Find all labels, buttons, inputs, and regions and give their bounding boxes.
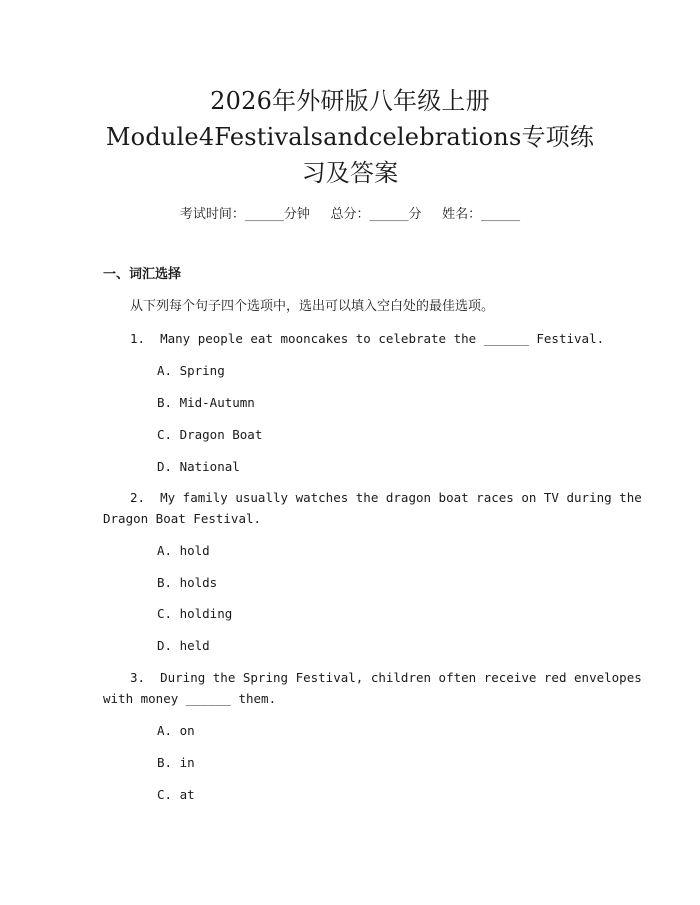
question-1-text: 1. Many people eat mooncakes to celebrate the ______ Festival.	[130, 331, 605, 346]
question-2-option-c: C. holding	[157, 606, 233, 621]
exam-info: 考试时间：______分钟 总分：______分 姓名：______	[179, 207, 521, 222]
title-line-3: 习及答案	[301, 159, 399, 187]
question-1-option-a: A. Spring	[157, 363, 225, 378]
section-instruction: 从下列每个句子四个选项中，选出可以填入空白处的最佳选项。	[130, 299, 495, 314]
question-3-text: 3. During the Spring Festival, children often receive red envelopes	[130, 670, 642, 685]
question-1-option-c: C. Dragon Boat	[157, 427, 263, 442]
question-3-option-a: A. on	[157, 723, 195, 738]
question-1-option-d: D. National	[157, 459, 240, 474]
question-3-option-c: C. at	[157, 787, 195, 802]
question-2-option-b: B. holds	[157, 575, 218, 590]
question-2-text: 2. My family usually watches the dragon boat races on TV during the	[130, 490, 642, 505]
question-1-option-b: B. Mid-Autumn	[157, 395, 255, 410]
title-line-1: 2026年外研版八年级上册	[210, 87, 490, 115]
question-2-option-a: A. hold	[157, 543, 210, 558]
title-line-2: Module4Festivalsandcelebrations专项练	[105, 123, 595, 151]
section-heading: 一、词汇选择	[103, 267, 182, 282]
question-2-text-cont: Dragon Boat Festival.	[103, 511, 262, 526]
question-3-option-b: B. in	[157, 755, 195, 770]
question-3-text-cont: with money ______ them.	[103, 691, 277, 706]
question-2-option-d: D. held	[157, 638, 210, 653]
